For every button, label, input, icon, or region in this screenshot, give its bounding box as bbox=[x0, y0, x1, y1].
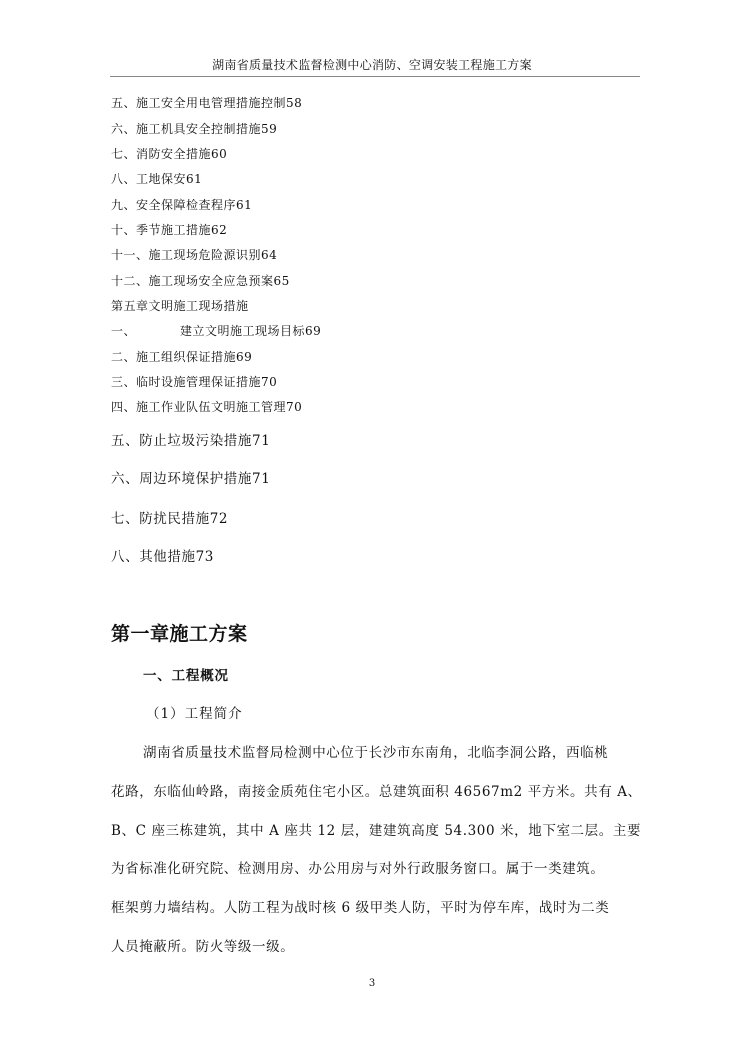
toc-item-page: 58 bbox=[286, 96, 303, 110]
paragraph-line: 湖南省质量技术监督局检测中心位于长沙市东南角，北临李洞公路，西临桃 bbox=[143, 745, 609, 761]
toc-item bbox=[111, 221, 227, 238]
toc-item-label: 五、施工安全用电管理措施控制 bbox=[111, 96, 287, 110]
toc-item bbox=[111, 398, 302, 415]
toc-item-page: 64 bbox=[261, 248, 278, 262]
toc-item-page: 70 bbox=[286, 400, 303, 414]
toc-item-page: 60 bbox=[211, 147, 228, 161]
toc-item-label: 七、消防安全措施 bbox=[111, 147, 212, 161]
toc-item bbox=[111, 322, 321, 339]
toc-item bbox=[111, 373, 277, 390]
toc-item bbox=[111, 170, 202, 187]
toc-item bbox=[111, 429, 270, 449]
toc-item-page: 73 bbox=[195, 549, 214, 565]
toc-item-label: 九、安全保障检查程序 bbox=[111, 198, 237, 212]
toc-item bbox=[111, 94, 302, 111]
subsection-title: （1）工程简介 bbox=[146, 706, 243, 722]
toc-item-label: 建立文明施工现场目标 bbox=[180, 324, 306, 338]
toc-item-prefix: 一、 bbox=[111, 324, 137, 338]
toc-item-page: 69 bbox=[305, 324, 322, 338]
toc-item-page: 65 bbox=[273, 274, 290, 288]
toc-item bbox=[111, 507, 228, 527]
toc-item bbox=[111, 467, 270, 487]
toc-item bbox=[111, 196, 252, 213]
toc-item bbox=[111, 545, 214, 565]
toc-item-page: 61 bbox=[236, 198, 253, 212]
toc-item-label: 十一、施工现场危险源识别 bbox=[111, 248, 262, 262]
toc-item-page: 69 bbox=[236, 350, 253, 364]
toc-item-page: 70 bbox=[261, 375, 278, 389]
toc-item-page: 71 bbox=[252, 471, 271, 487]
section-title: 一、工程概况 bbox=[143, 668, 229, 684]
toc-item-label: 八、其他措施 bbox=[111, 549, 196, 565]
toc-item-label: 十、季节施工措施 bbox=[111, 223, 212, 237]
paragraph-line: B、C 座三栋建筑，其中 A 座共 12 层，建建筑高度 54.300 米，地下室二层。主要 bbox=[111, 823, 642, 839]
toc-item-label: 第五章文明施工现场措施 bbox=[111, 299, 249, 313]
toc-item bbox=[111, 272, 290, 289]
toc-item-page: 61 bbox=[186, 172, 203, 186]
page-header-title: 湖南省质量技术监督检测中心消防、空调安装工程施工方案 bbox=[212, 58, 532, 72]
header-divider bbox=[110, 76, 640, 77]
toc-chapter-heading bbox=[111, 297, 249, 314]
toc-item-label: 二、施工组织保证措施 bbox=[111, 350, 237, 364]
toc-item-label: 八、工地保安 bbox=[111, 172, 187, 186]
chapter-title: 第一章施工方案 bbox=[111, 623, 248, 645]
toc-item-label: 五、防止垃圾污染措施 bbox=[111, 433, 252, 449]
paragraph-line: 为省标准化研究院、检测用房、办公用房与对外行政服务窗口。属于一类建筑。 bbox=[111, 861, 605, 877]
toc-item-page: 71 bbox=[252, 433, 271, 449]
paragraph-line: 人员掩蔽所。防火等级一级。 bbox=[111, 939, 295, 955]
toc-item-page: 72 bbox=[209, 511, 229, 527]
paragraph-line: 花路，东临仙岭路，南接金质苑住宅小区。总建筑面积 46567m2 平方米。共有 A、 bbox=[111, 784, 642, 800]
page-number: 3 bbox=[368, 978, 376, 989]
toc-item bbox=[111, 120, 277, 137]
paragraph-line: 框架剪力墙结构。人防工程为战时核 6 级甲类人防，平时为停车库，战时为二类 bbox=[111, 900, 610, 916]
toc-item-page: 62 bbox=[211, 223, 228, 237]
toc-item bbox=[111, 246, 277, 263]
toc-item-label: 六、施工机具安全控制措施 bbox=[111, 122, 262, 136]
toc-item-label: 七、防扰民措施 bbox=[111, 511, 210, 527]
toc-item bbox=[111, 348, 252, 365]
toc-item-label: 六、周边环境保护措施 bbox=[111, 471, 252, 487]
toc-item-label: 四、施工作业队伍文明施工管理 bbox=[111, 400, 287, 414]
toc-item-label: 三、临时设施管理保证措施 bbox=[111, 375, 262, 389]
toc-item-label: 十二、施工现场安全应急预案 bbox=[111, 274, 274, 288]
toc-item bbox=[111, 145, 227, 162]
toc-item-page: 59 bbox=[261, 122, 278, 136]
